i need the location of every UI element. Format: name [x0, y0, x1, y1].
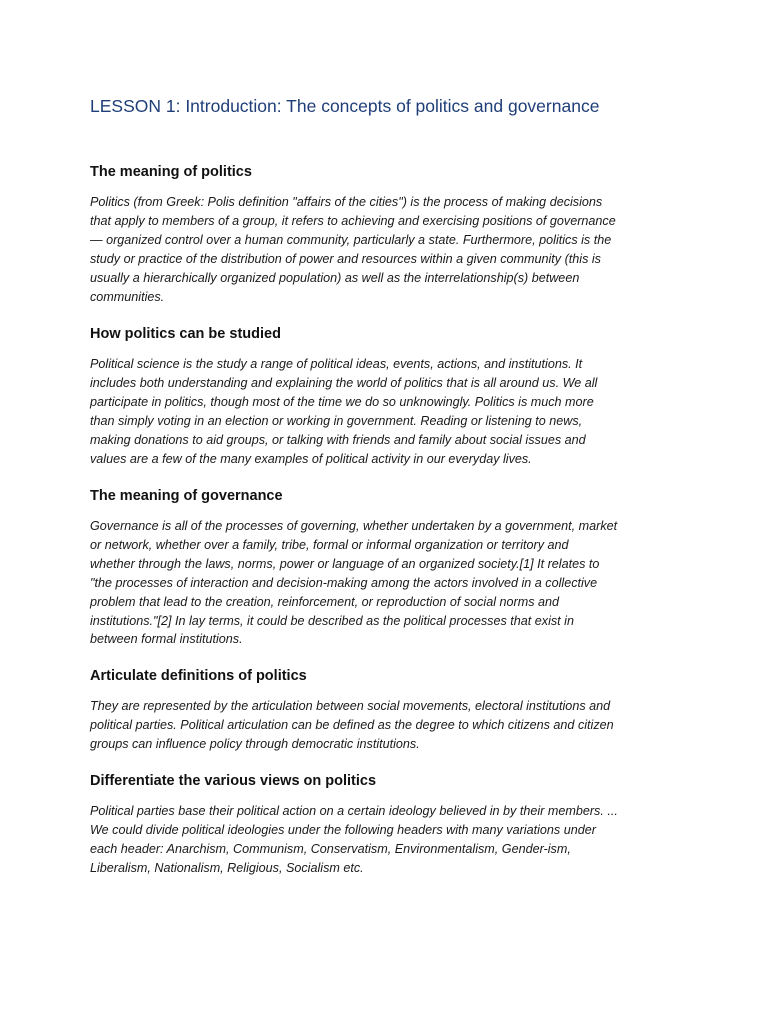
paragraph-line: We could divide political ideologies under the following headers with many variations under — [90, 822, 596, 837]
paragraph-line: between formal institutions. — [90, 632, 243, 647]
paragraph-line: whether through the laws, norms, power or language of an organized society.[1] It relates to — [90, 556, 600, 571]
paragraph-line: than simply voting in an election or working in government. Reading or listening to news, — [90, 413, 583, 428]
lesson-title: LESSON 1: Introduction: The concepts of politics and governance — [90, 96, 600, 116]
paragraph-line: problem that lead to the creation, reinforcement, or reproduction of social norms and — [90, 594, 560, 609]
paragraph-line: groups can influence policy through democratic institutions. — [90, 736, 420, 751]
section-meaning-of-governance — [90, 486, 680, 649]
paragraph-line: institutions."[2] In lay terms, it could be described as the political processes that exist in — [90, 613, 574, 628]
paragraph-line: communities. — [90, 289, 165, 304]
paragraph-line: They are represented by the articulation between social movements, electoral institutions and — [90, 699, 611, 713]
paragraph-line: "the processes of interaction and decision-making among the actors involved in a collective — [90, 575, 598, 590]
section-how-politics-studied — [90, 324, 680, 468]
paragraph-line: includes both understanding and explaining the world of politics that is all around us. We all — [90, 375, 598, 390]
paragraph-line: values are a few of the many examples of political activity in our everyday lives. — [90, 451, 532, 466]
paragraph-line: or network, whether over a family, tribe, formal or informal organization or territory and — [90, 537, 569, 552]
section-meaning-of-politics — [90, 162, 680, 306]
section-paragraph — [90, 355, 680, 468]
paragraph-line: — organized control over a human community, particularly a state. Furthermore, politics is the — [90, 232, 612, 247]
section-paragraph — [90, 193, 680, 306]
paragraph-line: making donations to aid groups, or talking with friends and family about social issues and — [90, 432, 586, 447]
section-paragraph — [90, 802, 680, 878]
section-heading: Differentiate the various views on politics — [90, 773, 377, 789]
paragraph-line: Political science is the study a range of political ideas, events, actions, and institutions. It — [90, 357, 583, 371]
section-heading: The meaning of governance — [90, 488, 283, 504]
paragraph-line: that apply to members of a group, it refers to achieving and exercising positions of governance — [90, 213, 616, 228]
paragraph-line: political parties. Political articulation can be defined as the degree to which citizens and citizen — [90, 717, 614, 732]
paragraph-line: Political parties base their political action on a certain ideology believed in by their members. ... — [90, 804, 618, 818]
paragraph-line: participate in politics, though most of the time we do so unknowingly. Politics is much more — [90, 394, 594, 409]
paragraph-line: study or practice of the distribution of power and resources within a given community (this is — [90, 251, 601, 266]
paragraph-line: Politics (from Greek: Polis definition "affairs of the cities") is the process of making decisions — [90, 195, 603, 209]
paragraph-line: Governance is all of the processes of governing, whether undertaken by a government, market — [90, 519, 618, 533]
section-heading: Articulate definitions of politics — [90, 668, 307, 684]
section-heading: How politics can be studied — [90, 326, 281, 342]
section-articulate-definitions — [90, 666, 680, 754]
section-paragraph — [90, 517, 680, 649]
paragraph-line: each header: Anarchism, Communism, Conservatism, Environmentalism, Gender-ism, — [90, 841, 571, 856]
section-differentiate-views — [90, 771, 680, 878]
paragraph-line: Liberalism, Nationalism, Religious, Socialism etc. — [90, 860, 364, 875]
section-heading: The meaning of politics — [90, 164, 252, 180]
paragraph-line: usually a hierarchically organized population) as well as the interrelationship(s) between — [90, 270, 580, 285]
section-paragraph — [90, 697, 680, 754]
